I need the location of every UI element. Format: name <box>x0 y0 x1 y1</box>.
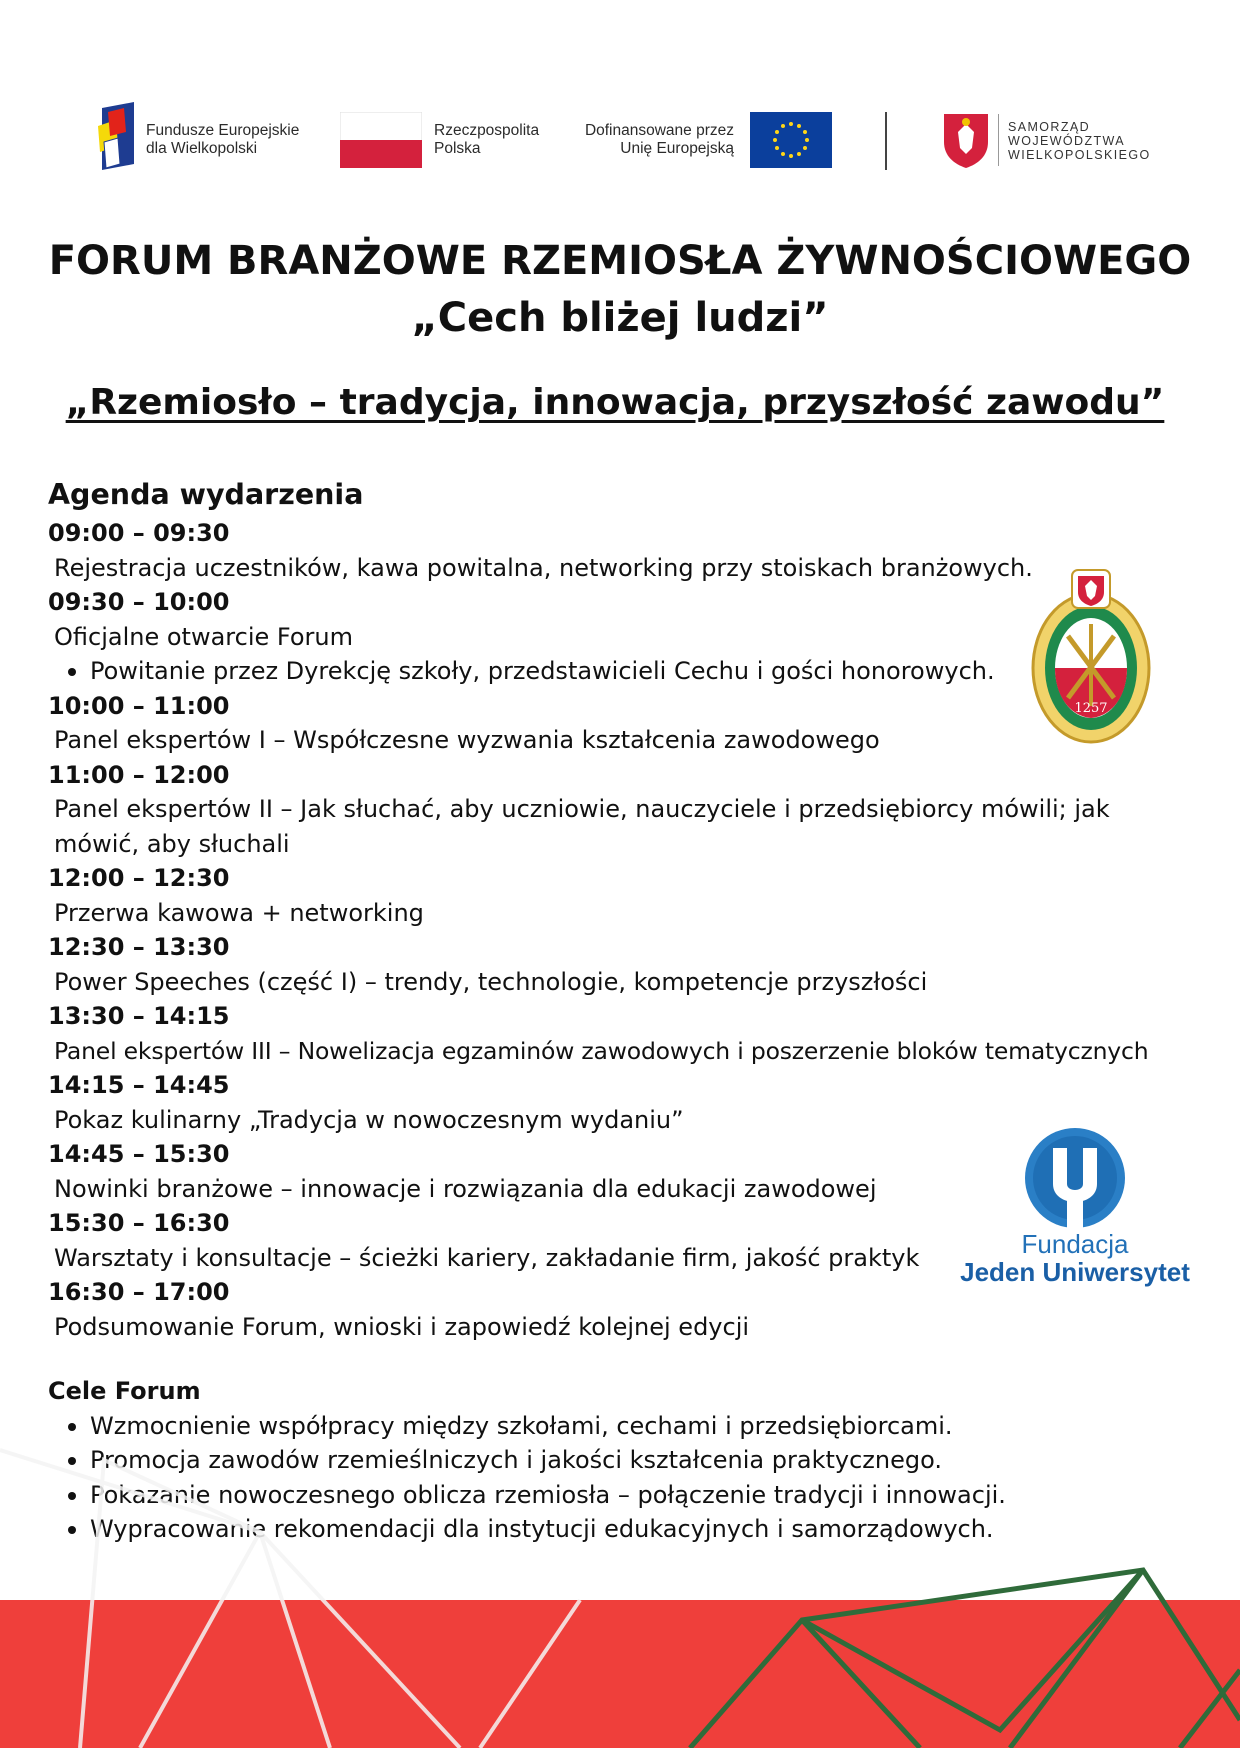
eu-flag-icon <box>750 112 832 168</box>
footer-polygon-decoration <box>0 1420 1240 1748</box>
fe-line1: Fundusze Europejskie <box>146 122 300 139</box>
fe-logo-text <box>146 122 299 158</box>
slot-desc: Przerwa kawowa + networking <box>54 898 424 927</box>
slot-desc: Warsztaty i konsultacje – ścieżki kariery, zakładanie firm, jakość praktyk <box>54 1243 920 1272</box>
rp-line1: Rzeczpospolita <box>434 122 540 139</box>
guild-badge-icon <box>1028 566 1154 746</box>
page-title: FORUM BRANŻOWE RZEMIOSŁA ŻYWNOŚCIOWEGO <box>48 238 1192 284</box>
slot-desc: Oficjalne otwarcie Forum <box>54 622 353 651</box>
foundation-name-line2-text: Jeden Uniwersytet <box>960 1257 1190 1287</box>
funding-logos-bar <box>96 100 1151 175</box>
goal-item: Wypracowanie rekomendacji dla instytucji edukacyjnych i samorządowych. <box>48 1512 1198 1547</box>
crest-divider <box>998 114 999 166</box>
slot-time: 14:45 – 15:30 <box>48 1140 230 1168</box>
foundation-u-icon <box>1023 1126 1127 1230</box>
slot-desc: Podsumowanie Forum, wnioski i zapowiedź kolejnej edycji <box>54 1312 750 1341</box>
sw-logo-text <box>1008 120 1151 162</box>
fe-logo-icon <box>96 102 138 177</box>
slot-time: 16:30 – 17:00 <box>48 1278 230 1306</box>
agenda-heading: Agenda wydarzenia <box>48 478 364 511</box>
slot-time: 09:00 – 09:30 <box>48 519 230 547</box>
sw-line2: WOJEWÓDZTWA <box>1008 134 1125 148</box>
sw-line1: SAMORZĄD <box>1008 120 1091 134</box>
slot-desc: Pokaz kulinarny „Tradycja w nowoczesnym wydaniu” <box>54 1105 684 1134</box>
slot-time: 15:30 – 16:30 <box>48 1209 230 1237</box>
ue-line2: Unię Europejską <box>620 140 734 157</box>
rp-logo-text <box>434 122 539 158</box>
agenda-slot <box>48 930 1240 999</box>
slot-time: 11:00 – 12:00 <box>48 760 230 789</box>
foundation-name-line2 <box>955 1258 1195 1286</box>
wielkopolska-crest-icon <box>942 112 990 168</box>
slot-desc: Panel ekspertów III – Nowelizacja egzaminów zawodowych i poszerzenie bloków tematycznych <box>54 1036 1149 1065</box>
slot-time: 12:30 – 13:30 <box>48 933 230 961</box>
slot-desc: Rejestracja uczestników, kawa powitalna, networking przy stoiskach branżowych. <box>54 553 1033 582</box>
rp-line2: Polska <box>434 140 481 157</box>
goal-item: Pokazanie nowoczesnego oblicza rzemiosła – połączenie tradycji i innowacji. <box>48 1478 1198 1513</box>
goal-item: Promocja zawodów rzemieślniczych i jakości kształcenia praktycznego. <box>48 1443 1198 1478</box>
slot-time: 09:30 – 10:00 <box>48 588 230 616</box>
slot-desc: Power Speeches (część I) – trendy, technologie, kompetencje przyszłości <box>54 967 928 996</box>
slot-time: 14:15 – 14:45 <box>48 1071 230 1099</box>
badge-year: 1257 <box>1074 701 1108 716</box>
foundation-name-line1: Fundacja <box>1021 1229 1129 1259</box>
slot-bullet: Powitanie przez Dyrekcję szkoły, przedstawicieli Cechu i gości honorowych. <box>48 654 1240 689</box>
goals-heading: Cele Forum <box>48 1377 201 1405</box>
page-title-motto: „Cech bliżej ludzi” <box>411 295 829 341</box>
ue-line1: Dofinansowane przez <box>584 122 734 139</box>
sw-line3: WIELKOPOLSKIEGO <box>1008 148 1151 162</box>
fe-line2: dla Wielkopolski <box>146 140 258 157</box>
slot-desc: Panel ekspertów I – Współczesne wyzwania kształcenia zawodowego <box>54 726 880 754</box>
slot-time: 10:00 – 11:00 <box>48 691 230 720</box>
slot-desc: Panel ekspertów II – Jak słuchać, aby uczniowie, nauczyciele i przedsiębiorcy mówili; jak mówić, aby słuchali <box>54 795 1110 858</box>
polish-flag-icon <box>340 112 422 168</box>
logo-divider <box>885 112 887 170</box>
ue-logo-text <box>566 122 734 158</box>
goal-item: Wzmocnienie współpracy między szkołami, cechami i przedsiębiorcami. <box>48 1409 1198 1444</box>
slot-desc: Nowinki branżowe – innowacje i rozwiązania dla edukacji zawodowej <box>54 1174 877 1203</box>
slot-time: 13:30 – 14:15 <box>48 1002 230 1030</box>
slot-time: 12:00 – 12:30 <box>48 864 230 892</box>
agenda-slot <box>48 861 1240 930</box>
agenda-slot <box>48 999 1240 1068</box>
agenda-slot <box>48 758 1240 862</box>
foundation-logo <box>955 1126 1195 1286</box>
page-subtitle: „Rzemiosło – tradycja, innowacja, przyszłość zawodu” <box>65 382 1165 423</box>
